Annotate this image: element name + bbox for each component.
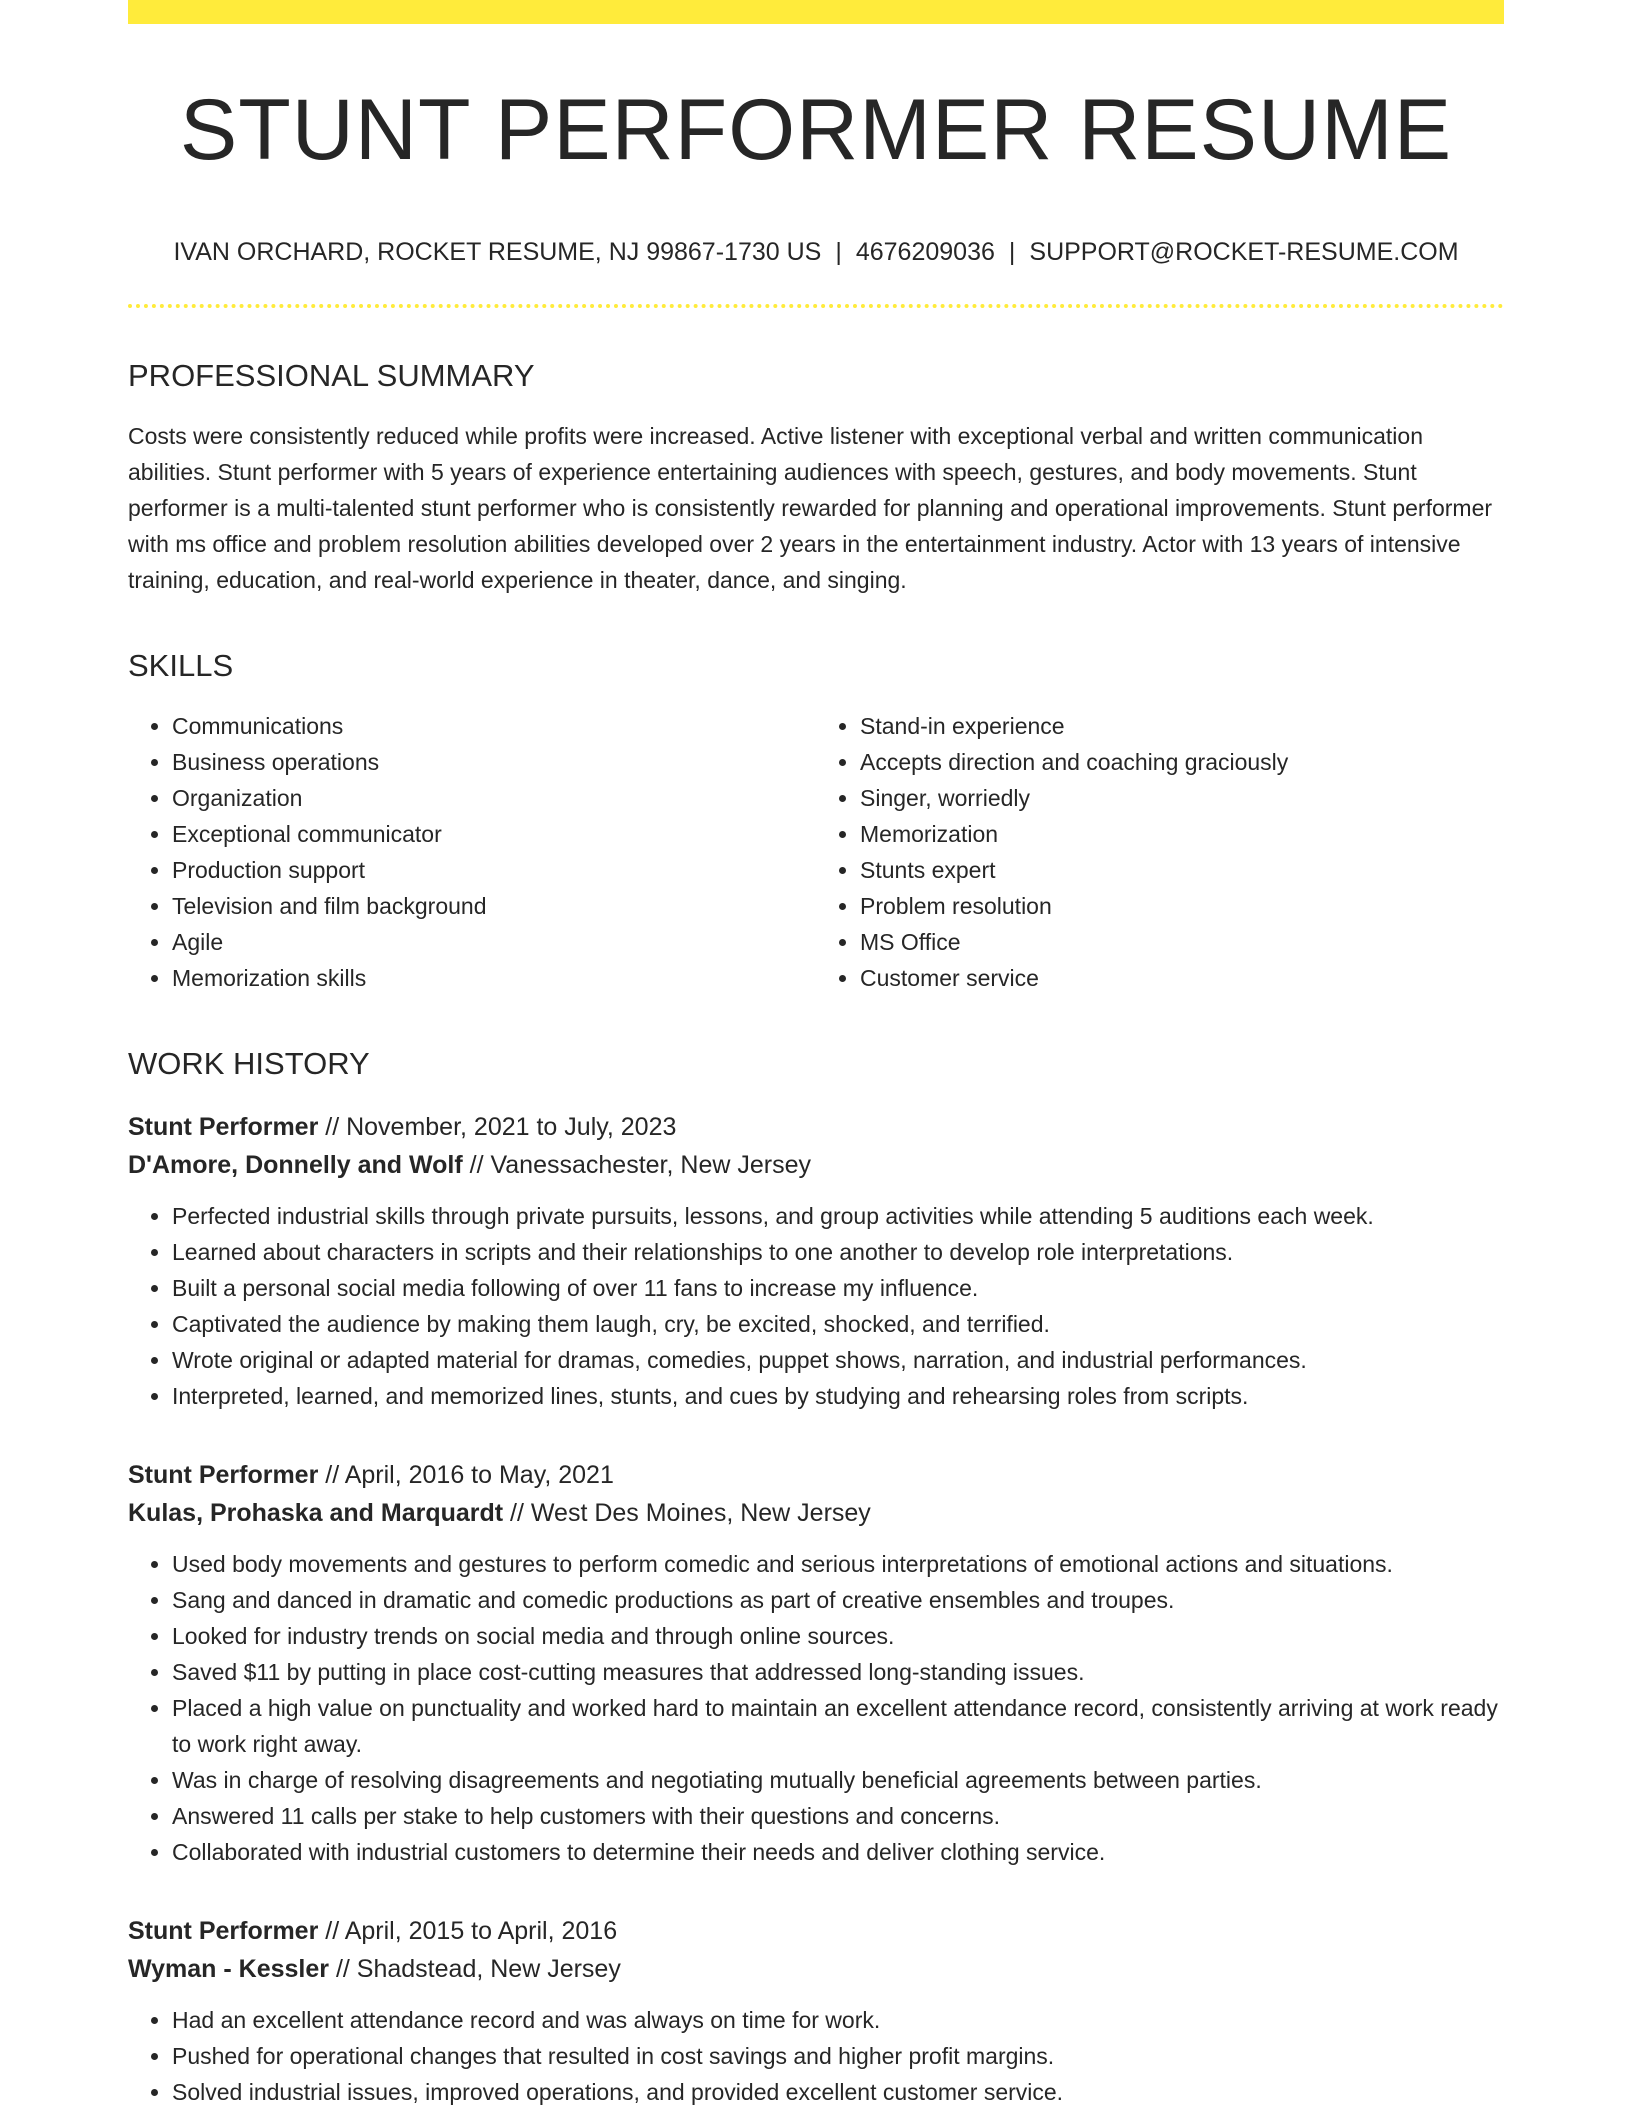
contact-line bbox=[128, 236, 1504, 268]
accent-bar bbox=[128, 0, 1504, 24]
job-company-line bbox=[128, 1146, 1504, 1184]
job-entry bbox=[128, 1912, 1504, 2110]
skill-item: • MS Office bbox=[860, 924, 1504, 960]
job-title: Stunt Performer bbox=[128, 1917, 319, 1945]
resume-title: STUNT PERFORMER RESUME bbox=[179, 82, 1453, 178]
skills-column-left bbox=[128, 708, 816, 996]
job-bullet: • Captivated the audience by making them laugh, cry, be excited, shocked, and terrified. bbox=[172, 1306, 1504, 1342]
job-bullets bbox=[128, 1198, 1504, 1414]
job-bullets bbox=[128, 2002, 1504, 2110]
skill-item: • Memorization bbox=[860, 816, 1504, 852]
job-bullet: • Sang and danced in dramatic and comedic productions as part of creative ensembles and troupes. bbox=[172, 1582, 1504, 1618]
contact-separator: | bbox=[835, 238, 842, 266]
summary-text: Costs were consistently reduced while profits were increased. Active listener with exceptional verbal and written communication abilities. Stunt performer with 5 years of experience entertaining audiences with speech, gestures, and body movements. Stunt performer is a multi-talented stunt performer who is consistently rewarded for planning and operational improvements. Stunt performer with ms office and problem resolution abilities developed over 2 years in the entertainment industry. Actor with 13 years of intensive training, education, and real-world experience in theater, dance, and singing. bbox=[128, 423, 1493, 593]
job-location: // Shadstead, New Jersey bbox=[329, 1955, 621, 1983]
skill-item: • Problem resolution bbox=[860, 888, 1504, 924]
job-company-line bbox=[128, 1950, 1504, 1988]
job-title-line bbox=[128, 1456, 1504, 1494]
job-dates: // November, 2021 to July, 2023 bbox=[318, 1113, 677, 1141]
job-location: // West Des Moines, New Jersey bbox=[503, 1499, 871, 1527]
job-bullet: • Was in charge of resolving disagreements and negotiating mutually beneficial agreements between parties. bbox=[172, 1762, 1504, 1798]
skill-item: • Stunts expert bbox=[860, 852, 1504, 888]
skill-item: • Business operations bbox=[172, 744, 816, 780]
job-dates: // April, 2015 to April, 2016 bbox=[318, 1917, 618, 1945]
job-bullets bbox=[128, 1546, 1504, 1870]
skills-list bbox=[128, 708, 1504, 996]
job-bullet: • Used body movements and gestures to perform comedic and serious interpretations of emotional actions and situations. bbox=[172, 1546, 1504, 1582]
skill-item: • Television and film background bbox=[172, 888, 816, 924]
skill-item: • Accepts direction and coaching graciously bbox=[860, 744, 1504, 780]
job-bullet: • Wrote original or adapted material for dramas, comedies, puppet shows, narration, and industrial performances. bbox=[172, 1342, 1504, 1378]
job-bullet: • Perfected industrial skills through private pursuits, lessons, and group activities while attending 5 auditions each week. bbox=[172, 1198, 1504, 1234]
dotted-divider bbox=[128, 304, 1504, 308]
job-bullet: • Solved industrial issues, improved operations, and provided excellent customer service. bbox=[172, 2074, 1504, 2110]
job-title: Stunt Performer bbox=[128, 1113, 319, 1141]
contact-address: IVAN ORCHARD, ROCKET RESUME, NJ 99867-1730 US bbox=[173, 238, 822, 266]
job-bullet: • Collaborated with industrial customers to determine their needs and deliver clothing service. bbox=[172, 1834, 1504, 1870]
skill-item: • Agile bbox=[172, 924, 816, 960]
job-bullet: • Had an excellent attendance record and was always on time for work. bbox=[172, 2002, 1504, 2038]
job-bullet: • Built a personal social media following of over 11 fans to increase my influence. bbox=[172, 1270, 1504, 1306]
summary-heading: PROFESSIONAL SUMMARY bbox=[128, 358, 535, 393]
job-entry bbox=[128, 1456, 1504, 1870]
job-bullet: • Interpreted, learned, and memorized lines, stunts, and cues by studying and rehearsing roles from scripts. bbox=[172, 1378, 1504, 1414]
job-bullet: • Looked for industry trends on social media and through online sources. bbox=[172, 1618, 1504, 1654]
job-dates: // April, 2016 to May, 2021 bbox=[318, 1461, 614, 1489]
skill-item: • Customer service bbox=[860, 960, 1504, 996]
job-company: Wyman - Kessler bbox=[128, 1955, 330, 1983]
job-bullet: • Placed a high value on punctuality and worked hard to maintain an excellent attendance record, consistently arriving at work ready to work right away. bbox=[172, 1690, 1504, 1762]
skill-item: • Memorization skills bbox=[172, 960, 816, 996]
skill-item: • Communications bbox=[172, 708, 816, 744]
resume-page bbox=[128, 0, 1504, 2110]
skills-heading: SKILLS bbox=[128, 648, 234, 683]
job-bullet: • Answered 11 calls per stake to help customers with their questions and concerns. bbox=[172, 1798, 1504, 1834]
skill-item: • Singer, worriedly bbox=[860, 780, 1504, 816]
job-entry bbox=[128, 1108, 1504, 1414]
contact-email: SUPPORT@ROCKET-RESUME.COM bbox=[1029, 238, 1459, 266]
skill-item: • Organization bbox=[172, 780, 816, 816]
job-location: // Vanessachester, New Jersey bbox=[462, 1151, 811, 1179]
job-bullet: • Learned about characters in scripts and their relationships to one another to develop role interpretations. bbox=[172, 1234, 1504, 1270]
skill-item: • Stand-in experience bbox=[860, 708, 1504, 744]
job-bullet: • Pushed for operational changes that resulted in cost savings and higher profit margins. bbox=[172, 2038, 1504, 2074]
job-company-line bbox=[128, 1494, 1504, 1532]
job-bullet: • Saved $11 by putting in place cost-cutting measures that addressed long-standing issues. bbox=[172, 1654, 1504, 1690]
contact-phone: 4676209036 bbox=[855, 238, 995, 266]
job-company: D'Amore, Donnelly and Wolf bbox=[128, 1151, 463, 1179]
job-title-line bbox=[128, 1108, 1504, 1146]
job-company: Kulas, Prohaska and Marquardt bbox=[128, 1499, 504, 1527]
job-title: Stunt Performer bbox=[128, 1461, 319, 1489]
skills-column-right bbox=[816, 708, 1504, 996]
skill-item: • Exceptional communicator bbox=[172, 816, 816, 852]
job-title-line bbox=[128, 1912, 1504, 1950]
contact-separator: | bbox=[1008, 238, 1016, 266]
work-history-heading: WORK HISTORY bbox=[128, 1046, 370, 1081]
skill-item: • Production support bbox=[172, 852, 816, 888]
